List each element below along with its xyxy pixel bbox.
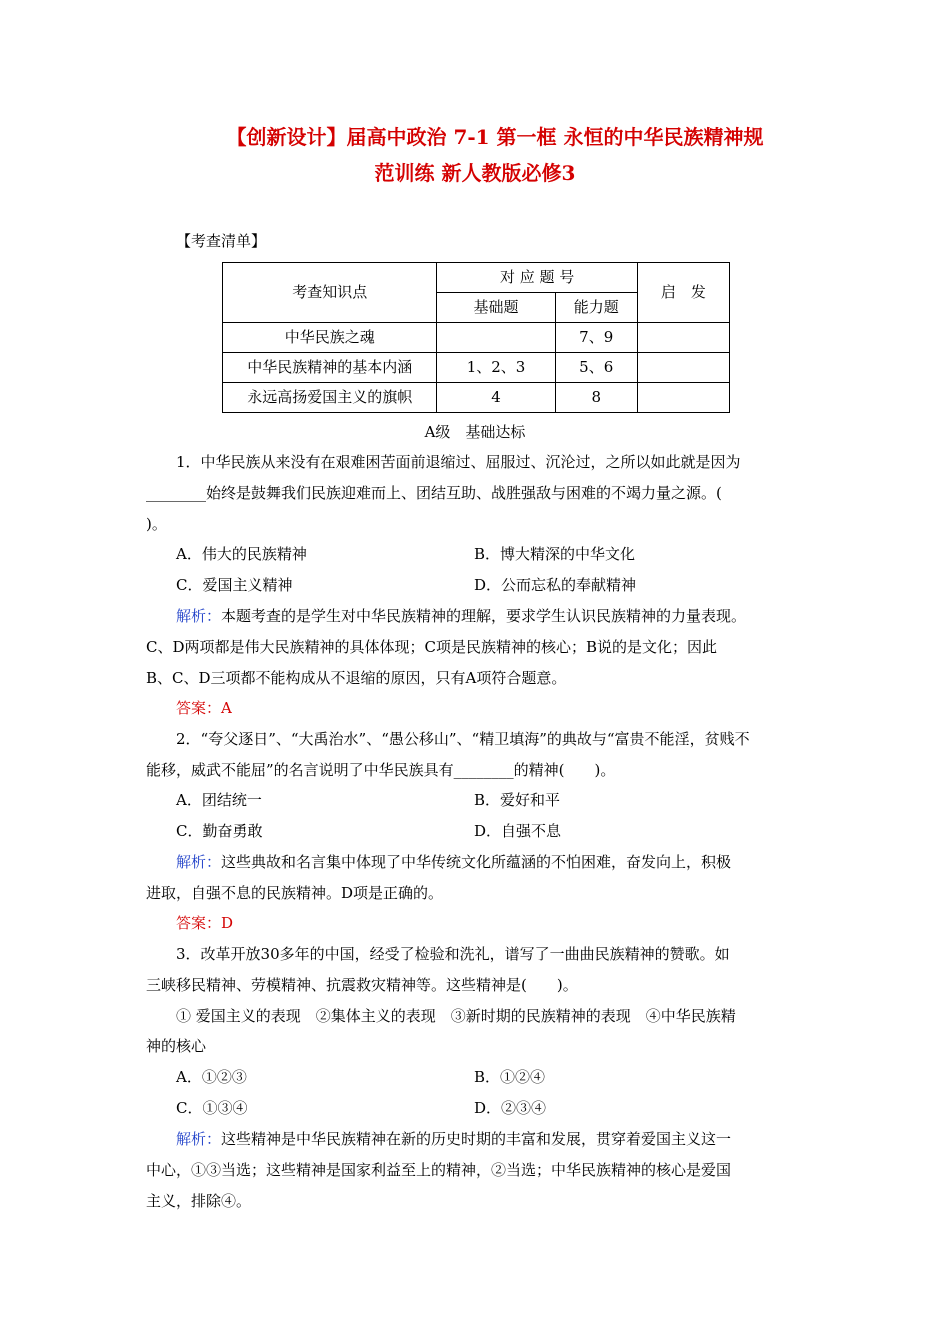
- table-cell-insight: [637, 383, 729, 413]
- table-cell-basic: 4: [437, 383, 555, 413]
- analysis-text: 这些典故和名言集中体现了中华传统文化所蕴涵的不怕困难，奋发向上，积极: [221, 853, 732, 871]
- q3-stem-line1: 3．改革开放30多年的中国，经受了检验和洗礼，谱写了一曲曲民族精神的赞歌。如: [176, 945, 730, 963]
- answer-value: A: [221, 699, 232, 717]
- table-row: [223, 383, 730, 413]
- analysis-label: 解析：: [176, 607, 222, 625]
- table-cell-topic: 中华民族精神的基本内涵: [223, 353, 437, 383]
- header-question: 对 应 题 号: [437, 263, 637, 293]
- table-cell-topic: 中华民族之魂: [223, 323, 437, 353]
- q1-analysis-line1: [176, 606, 746, 626]
- table-cell-ability: 8: [555, 383, 637, 413]
- q2-stem-line1: 2．“夸父逐日”、“大禹治水”、“愚公移山”、“精卫填海”的典故与“富贵不能淫，贫贱不: [176, 730, 750, 748]
- table-row: [223, 323, 730, 353]
- q3-analysis-line1: [176, 1129, 731, 1149]
- checklist-table: [222, 262, 730, 413]
- q3-option-c: C．①③④: [176, 1099, 248, 1117]
- q3-option-a: A．①②③: [176, 1068, 247, 1086]
- analysis-label: 解析：: [176, 1130, 222, 1148]
- answer-value: D: [221, 914, 234, 932]
- answer-label: 答案：: [176, 699, 222, 717]
- q2-analysis-line2: 进取，自强不息的民族精神。D项是正确的。: [146, 884, 444, 902]
- q3-analysis-line3: 主义，排除④。: [146, 1192, 252, 1210]
- table-cell-ability: 5、6: [555, 353, 637, 383]
- document-title-line2: 范训练 新人教版必修3: [374, 161, 576, 185]
- q1-analysis-line3: B、C、D三项都不能构成从不退缩的原因，只有A项符合题意。: [146, 669, 567, 687]
- table-cell-ability: 7、9: [555, 323, 637, 353]
- table-cell-basic: 1、2、3: [437, 353, 555, 383]
- q3-option-d: D．②③④: [474, 1099, 547, 1117]
- document-title-line1: 【创新设计】届高中政治 7-1 第一框 永恒的中华民族精神规: [226, 125, 764, 149]
- analysis-label: 解析：: [176, 853, 222, 871]
- q1-stem-line3: )。: [146, 515, 167, 533]
- header-basic: 基础题: [437, 293, 555, 323]
- q3-items-line1: ① 爱国主义的表现 ②集体主义的表现 ③新时期的民族精神的表现 ④中华民族精: [176, 1007, 736, 1025]
- q1-stem-line1: 1．中华民族从来没有在艰难困苦面前退缩过、屈服过、沉沦过，之所以如此就是因为: [176, 453, 741, 471]
- q3-items-line2: 神的核心: [146, 1037, 207, 1055]
- table-cell-insight: [637, 353, 729, 383]
- q2-option-a: A．团结统一: [176, 791, 262, 809]
- analysis-text: 本题考查的是学生对中华民族精神的理解，要求学生认识民族精神的力量表现。: [221, 607, 747, 625]
- table-header-row: [223, 263, 730, 293]
- q1-option-c: C．爱国主义精神: [176, 576, 293, 594]
- q2-stem-line2: 能移，威武不能屈”的名言说明了中华民族具有________的精神( )。: [146, 761, 616, 779]
- table-row: [223, 353, 730, 383]
- table-cell-insight: [637, 323, 729, 353]
- q3-stem-line2: 三峡移民精神、劳模精神、抗震救灾精神等。这些精神是( )。: [146, 976, 578, 994]
- q1-stem-line2: ________始终是鼓舞我们民族迎难而上、团结互助、战胜强敌与困难的不竭力量之源。(: [146, 484, 722, 502]
- q2-analysis-line1: [176, 852, 731, 872]
- q1-option-d: D．公而忘私的奉献精神: [474, 576, 637, 594]
- q2-option-c: C．勤奋勇敢: [176, 822, 263, 840]
- q1-option-a: A．伟大的民族精神: [176, 545, 307, 563]
- level-heading: A级 基础达标: [424, 423, 526, 441]
- table-cell-topic: 永远高扬爱国主义的旗帜: [223, 383, 437, 413]
- q3-option-b: B．①②④: [474, 1068, 546, 1086]
- q1-analysis-line2: C、D两项都是伟大民族精神的具体体现；C项是民族精神的核心；B说的是文化；因此: [146, 638, 718, 656]
- header-ability: 能力题: [555, 293, 637, 323]
- table-cell-basic: [437, 323, 555, 353]
- header-insight: 启 发: [637, 263, 729, 323]
- q2-option-d: D．自强不息: [474, 822, 562, 840]
- checklist-label: 【考查清单】: [176, 232, 267, 250]
- q1-option-b: B．博大精深的中华文化: [474, 545, 636, 563]
- q1-answer: [176, 698, 232, 718]
- q3-analysis-line2: 中心，①③当选；这些精神是国家利益至上的精神，②当选；中华民族精神的核心是爱国: [146, 1161, 732, 1179]
- header-knowledge: 考查知识点: [223, 263, 437, 323]
- answer-label: 答案：: [176, 914, 222, 932]
- q2-answer: [176, 913, 233, 933]
- analysis-text: 这些精神是中华民族精神在新的历史时期的丰富和发展，贯穿着爱国主义这一: [221, 1130, 732, 1148]
- q2-option-b: B．爱好和平: [474, 791, 561, 809]
